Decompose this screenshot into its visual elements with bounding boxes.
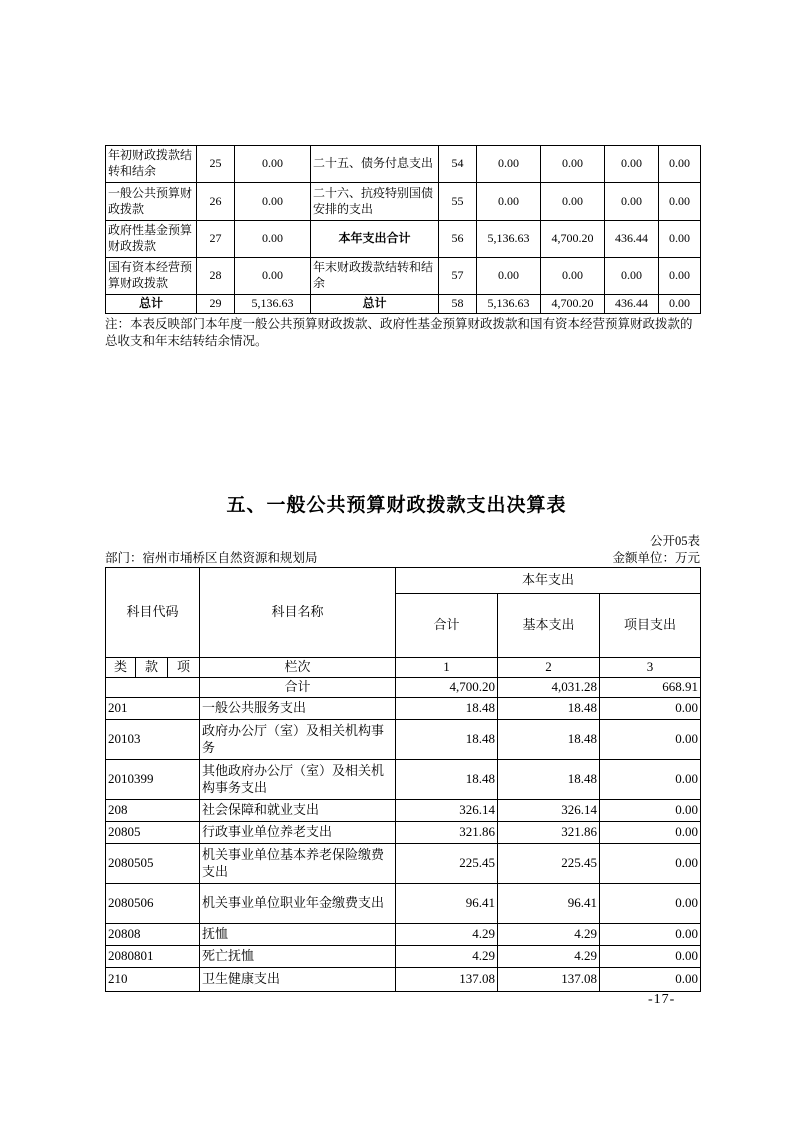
amount-cell: 321.86 bbox=[396, 822, 498, 844]
amount-cell: 225.45 bbox=[498, 844, 600, 884]
amount-cell: 4,031.28 bbox=[498, 678, 600, 698]
header-total-col: 合计 bbox=[396, 594, 498, 658]
row-label-cell: 国有资本经营预算财政拨款 bbox=[106, 258, 197, 295]
amount-cell: 0.00 bbox=[541, 146, 605, 183]
amount-cell: 0.00 bbox=[235, 183, 311, 221]
amount-cell: 326.14 bbox=[396, 800, 498, 822]
amount-cell: 436.44 bbox=[605, 295, 659, 314]
table-code: 公开05表 bbox=[649, 534, 700, 548]
subject-name-cell: 合计 bbox=[200, 678, 396, 698]
row-number-cell: 54 bbox=[439, 146, 477, 183]
amount-cell: 0.00 bbox=[541, 183, 605, 221]
amount-cell: 0.00 bbox=[600, 760, 701, 800]
amount-cell: 5,136.63 bbox=[477, 295, 541, 314]
row-label-cell: 年末财政拨款结转和结余 bbox=[311, 258, 439, 295]
row-label-cell: 二十六、抗疫特别国债安排的支出 bbox=[311, 183, 439, 221]
row-label-cell: 政府性基金预算财政拨款 bbox=[106, 221, 197, 258]
table-row bbox=[106, 844, 701, 884]
subject-code-cell: 2080801 bbox=[106, 946, 200, 968]
amount-cell: 5,136.63 bbox=[235, 295, 311, 314]
row-number-cell: 25 bbox=[197, 146, 235, 183]
amount-cell: 18.48 bbox=[498, 760, 600, 800]
subject-name-cell: 社会保障和就业支出 bbox=[200, 800, 396, 822]
amount-cell: 0.00 bbox=[659, 221, 701, 258]
amount-cell: 0.00 bbox=[600, 800, 701, 822]
subject-code-cell: 208 bbox=[106, 800, 200, 822]
subject-code-cell: 2080505 bbox=[106, 844, 200, 884]
amount-cell: 4,700.20 bbox=[396, 678, 498, 698]
amount-cell: 0.00 bbox=[659, 183, 701, 221]
amount-cell: 4.29 bbox=[396, 924, 498, 946]
amount-cell: 4,700.20 bbox=[541, 221, 605, 258]
amount-cell: 96.41 bbox=[396, 884, 498, 924]
amount-cell: 0.00 bbox=[600, 924, 701, 946]
row-number-cell: 57 bbox=[439, 258, 477, 295]
lane-number: 2 bbox=[498, 658, 600, 678]
amount-cell: 0.00 bbox=[600, 698, 701, 720]
lane-row bbox=[106, 658, 701, 678]
subject-name-cell: 机关事业单位职业年金缴费支出 bbox=[200, 884, 396, 924]
amount-cell: 0.00 bbox=[235, 146, 311, 183]
subject-code-cell: 20103 bbox=[106, 720, 200, 760]
amount-cell: 0.00 bbox=[605, 258, 659, 295]
row-label-cell: 一般公共预算财政拨款 bbox=[106, 183, 197, 221]
amount-cell: 18.48 bbox=[396, 720, 498, 760]
table-meta-line bbox=[105, 548, 700, 566]
row-number-cell: 55 bbox=[439, 183, 477, 221]
table-row bbox=[106, 946, 701, 968]
amount-cell: 326.14 bbox=[498, 800, 600, 822]
amount-cell: 0.00 bbox=[235, 221, 311, 258]
subject-name-cell: 死亡抚恤 bbox=[200, 946, 396, 968]
empty-code-cell bbox=[106, 678, 200, 698]
amount-cell: 0.00 bbox=[477, 183, 541, 221]
header-subject-name: 科目名称 bbox=[200, 568, 396, 658]
row-label-cell: 总计 bbox=[106, 295, 197, 314]
header-subject-code: 科目代码 bbox=[106, 568, 200, 658]
amount-cell: 4.29 bbox=[498, 946, 600, 968]
subject-code-cell: 210 bbox=[106, 968, 200, 992]
amount-cell: 668.91 bbox=[600, 678, 701, 698]
table-row bbox=[106, 884, 701, 924]
lane-section: 款 bbox=[136, 658, 168, 678]
amount-cell: 0.00 bbox=[659, 258, 701, 295]
subject-name-cell: 一般公共服务支出 bbox=[200, 698, 396, 720]
subject-name-cell: 其他政府办公厅（室）及相关机构事务支出 bbox=[200, 760, 396, 800]
subject-code-cell: 2010399 bbox=[106, 760, 200, 800]
amount-cell: 18.48 bbox=[396, 760, 498, 800]
subject-name-cell: 行政事业单位养老支出 bbox=[200, 822, 396, 844]
total-row bbox=[106, 678, 701, 698]
lane-number: 3 bbox=[600, 658, 701, 678]
amount-cell: 0.00 bbox=[235, 258, 311, 295]
amount-cell: 4.29 bbox=[498, 924, 600, 946]
row-label-cell: 年初财政拨款结转和结余 bbox=[106, 146, 197, 183]
table-row bbox=[106, 800, 701, 822]
amount-cell: 4.29 bbox=[396, 946, 498, 968]
table-row bbox=[106, 924, 701, 946]
lane-item: 项 bbox=[168, 658, 200, 678]
lane-label: 栏次 bbox=[200, 658, 396, 678]
amount-cell: 321.86 bbox=[498, 822, 600, 844]
subject-code-cell: 201 bbox=[106, 698, 200, 720]
amount-cell: 436.44 bbox=[605, 221, 659, 258]
row-number-cell: 56 bbox=[439, 221, 477, 258]
amount-cell: 96.41 bbox=[498, 884, 600, 924]
subject-code-cell: 2080506 bbox=[106, 884, 200, 924]
expenditure-table bbox=[105, 567, 701, 992]
subject-name-cell: 抚恤 bbox=[200, 924, 396, 946]
amount-cell: 0.00 bbox=[600, 822, 701, 844]
amount-cell: 0.00 bbox=[600, 884, 701, 924]
header-project-col: 项目支出 bbox=[600, 594, 701, 658]
amount-cell: 0.00 bbox=[600, 844, 701, 884]
page-title: 五、一般公共预算财政拨款支出决算表 bbox=[226, 495, 567, 516]
table-row-grand-total bbox=[106, 295, 701, 314]
amount-cell: 0.00 bbox=[541, 258, 605, 295]
amount-cell: 0.00 bbox=[659, 295, 701, 314]
amount-cell: 0.00 bbox=[605, 183, 659, 221]
lane-class: 类 bbox=[106, 658, 136, 678]
table-row bbox=[106, 698, 701, 720]
subject-code-cell: 20805 bbox=[106, 822, 200, 844]
amount-cell: 0.00 bbox=[659, 146, 701, 183]
department-label: 部门：宿州市埇桥区自然资源和规划局 bbox=[105, 551, 318, 565]
amount-cell: 0.00 bbox=[600, 946, 701, 968]
header-basic-col: 基本支出 bbox=[498, 594, 600, 658]
amount-cell: 0.00 bbox=[605, 146, 659, 183]
amount-cell: 5,136.63 bbox=[477, 221, 541, 258]
row-number-cell: 26 bbox=[197, 183, 235, 221]
table-row bbox=[106, 760, 701, 800]
amount-cell: 225.45 bbox=[396, 844, 498, 884]
row-number-cell: 58 bbox=[439, 295, 477, 314]
row-number-cell: 28 bbox=[197, 258, 235, 295]
row-label-cell: 本年支出合计 bbox=[311, 221, 439, 258]
subject-name-cell: 机关事业单位基本养老保险缴费支出 bbox=[200, 844, 396, 884]
table-row bbox=[106, 146, 701, 183]
funding-summary-table bbox=[105, 145, 701, 314]
amount-cell: 137.08 bbox=[396, 968, 498, 992]
row-number-cell: 29 bbox=[197, 295, 235, 314]
amount-cell: 18.48 bbox=[498, 720, 600, 760]
amount-cell: 0.00 bbox=[600, 720, 701, 760]
row-number-cell: 27 bbox=[197, 221, 235, 258]
unit-label: 金额单位：万元 bbox=[612, 551, 700, 565]
row-label-cell: 二十五、债务付息支出 bbox=[311, 146, 439, 183]
table-row bbox=[106, 258, 701, 295]
amount-cell: 18.48 bbox=[498, 698, 600, 720]
amount-cell: 0.00 bbox=[477, 146, 541, 183]
subject-name-cell: 卫生健康支出 bbox=[200, 968, 396, 992]
table-row bbox=[106, 183, 701, 221]
subject-code-cell: 20808 bbox=[106, 924, 200, 946]
table-footnote: 注：本表反映部门本年度一般公共预算财政拨款、政府性基金预算财政拨款和国有资本经营预算财政拨款的总收支和年末结转结余情况。 bbox=[105, 317, 693, 348]
table-row bbox=[106, 221, 701, 258]
amount-cell: 18.48 bbox=[396, 698, 498, 720]
page-number: -17- bbox=[648, 992, 676, 1007]
lane-number: 1 bbox=[396, 658, 498, 678]
amount-cell: 0.00 bbox=[477, 258, 541, 295]
table-row bbox=[106, 720, 701, 760]
amount-cell: 4,700.20 bbox=[541, 295, 605, 314]
table-row bbox=[106, 822, 701, 844]
table-header-row bbox=[106, 568, 701, 594]
amount-cell: 0.00 bbox=[600, 968, 701, 992]
row-label-cell: 总计 bbox=[311, 295, 439, 314]
subject-name-cell: 政府办公厅（室）及相关机构事务 bbox=[200, 720, 396, 760]
amount-cell: 137.08 bbox=[498, 968, 600, 992]
header-current-year: 本年支出 bbox=[396, 568, 701, 594]
table-row bbox=[106, 968, 701, 992]
